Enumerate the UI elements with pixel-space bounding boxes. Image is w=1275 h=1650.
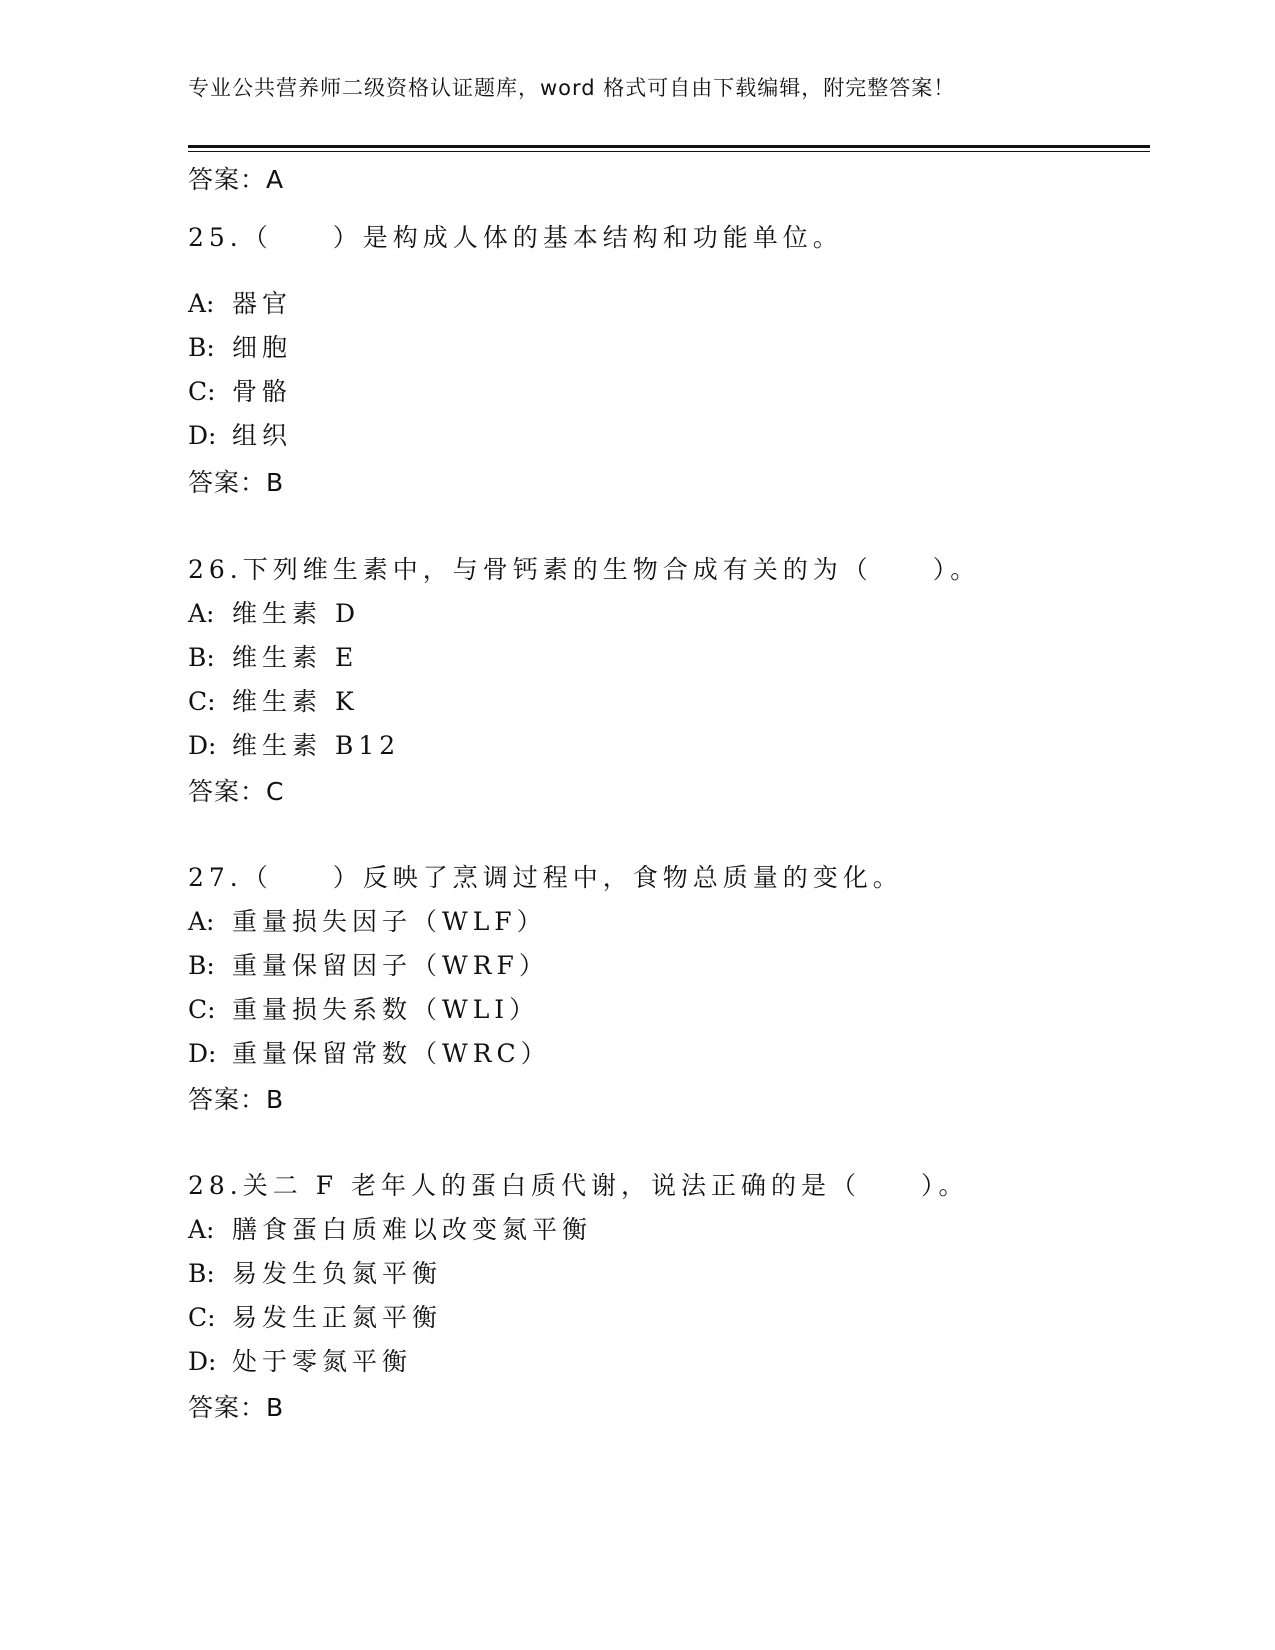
page-header: 专业公共营养师二级资格认证题库，word 格式可自由下载编辑，附完整答案！: [188, 76, 956, 100]
option-text: 器官: [232, 289, 293, 318]
option-text: 重量损失因子（WLF）: [232, 907, 547, 936]
option-text: 易发生正氮平衡: [232, 1303, 443, 1332]
question-text: 27.（ ）反映了烹调过程中，食物总质量的变化。: [188, 863, 903, 892]
question-text: 25.（ ）是构成人体的基本结构和功能单位。: [188, 223, 843, 252]
option-letter: A:: [188, 599, 215, 628]
option-b: [188, 328, 292, 364]
option-text: 细胞: [232, 333, 293, 362]
question-text: 26.下列维生素中，与骨钙素的生物合成有关的为（ ）。: [188, 555, 981, 584]
option-text: 组织: [232, 421, 293, 450]
option-c: [188, 372, 292, 408]
option-a: [188, 594, 360, 630]
option-text: 易发生负氮平衡: [232, 1259, 443, 1288]
header-rule-thin: [188, 151, 1150, 152]
option-a: [188, 902, 547, 938]
option-text: 重量保留常数（WRC）: [232, 1039, 551, 1068]
option-letter: A:: [188, 289, 215, 318]
option-text: 骨骼: [232, 377, 293, 406]
option-letter: B:: [188, 951, 215, 980]
option-text: 重量保留因子（WRF）: [232, 951, 549, 980]
option-b: [188, 946, 549, 982]
answer-line: 答案：B: [188, 468, 285, 497]
answer-line: 答案：B: [188, 1393, 285, 1422]
option-text: 重量损失系数（WLI）: [232, 995, 540, 1024]
option-letter: C:: [188, 995, 216, 1024]
option-letter: D:: [188, 421, 217, 450]
option-letter: D:: [188, 1347, 217, 1376]
option-text: 维生素 E: [232, 643, 359, 672]
header-rule-thick: [188, 145, 1150, 148]
option-c: [188, 990, 539, 1026]
option-letter: C:: [188, 377, 216, 406]
option-c: [188, 682, 359, 718]
answer-line: 答案：B: [188, 1085, 285, 1114]
option-d: [188, 1034, 551, 1070]
answer-line: 答案：C: [188, 777, 285, 806]
option-d: [188, 726, 400, 762]
option-letter: B:: [188, 333, 215, 362]
option-text: 膳食蛋白质难以改变氮平衡: [232, 1215, 593, 1244]
option-letter: A:: [188, 907, 215, 936]
option-text: 维生素 K: [232, 687, 359, 716]
option-text: 处于零氮平衡: [232, 1347, 413, 1376]
option-d: [188, 1342, 412, 1378]
option-letter: D:: [188, 1039, 217, 1068]
option-letter: D:: [188, 731, 217, 760]
option-a: [188, 1210, 592, 1246]
option-letter: B:: [188, 643, 215, 672]
question-text: 28.关二 F 老年人的蛋白质代谢，说法正确的是（ ）。: [188, 1171, 969, 1200]
option-b: [188, 638, 358, 674]
option-text: 维生素 B12: [232, 731, 401, 760]
option-text: 维生素 D: [232, 599, 360, 628]
option-letter: B:: [188, 1259, 215, 1288]
previous-answer: 答案：A: [188, 165, 285, 194]
option-letter: A:: [188, 1215, 215, 1244]
option-c: [188, 1298, 442, 1334]
option-b: [188, 1254, 442, 1290]
option-letter: C:: [188, 1303, 216, 1332]
option-d: [188, 416, 292, 452]
option-letter: C:: [188, 687, 216, 716]
option-a: [188, 284, 292, 320]
